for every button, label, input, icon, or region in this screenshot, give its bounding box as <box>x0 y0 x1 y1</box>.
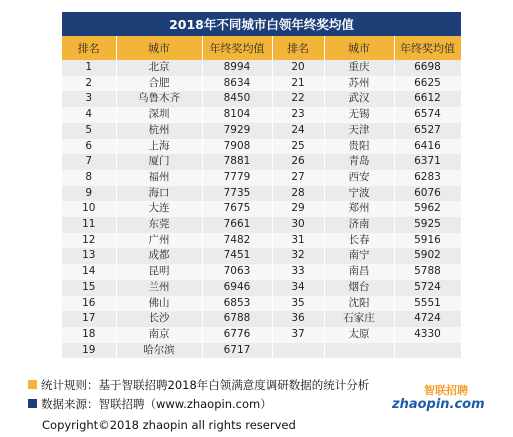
table-row <box>62 186 461 202</box>
table-cell: 13 <box>62 248 116 264</box>
table-cell: 厦门 <box>116 154 202 170</box>
table-row <box>62 233 461 249</box>
table-row <box>62 91 461 107</box>
gold-square-icon <box>28 380 37 389</box>
table-cell: 19 <box>62 343 116 359</box>
blue-square-icon <box>28 399 37 408</box>
table-cell: 8450 <box>202 91 272 107</box>
table-cell: 3 <box>62 91 116 107</box>
column-header: 排名 <box>272 36 324 60</box>
table-cell <box>272 343 324 359</box>
table-cell: 福州 <box>116 170 202 186</box>
table-cell: 佛山 <box>116 296 202 312</box>
table-cell: 乌鲁木齐 <box>116 91 202 107</box>
table-cell: 成都 <box>116 248 202 264</box>
column-header: 年终奖均值 <box>394 36 461 60</box>
table-cell: 25 <box>272 139 324 155</box>
column-header: 城市 <box>116 36 202 60</box>
ranking-table <box>62 36 462 358</box>
table-cell: 5788 <box>394 264 461 280</box>
table-cell: 26 <box>272 154 324 170</box>
table-cell <box>324 343 394 359</box>
stats-rule-text: 统计规则：基于智联招聘2018年白领满意度调研数据的统计分析 <box>41 377 370 392</box>
data-source-text: 数据来源：智联招聘（www.zhaopin.com） <box>41 396 272 411</box>
table-cell: 17 <box>62 311 116 327</box>
table-cell: 37 <box>272 327 324 343</box>
table-cell: 6076 <box>394 186 461 202</box>
table-cell: 6 <box>62 139 116 155</box>
table-cell: 7 <box>62 154 116 170</box>
table-cell: 6416 <box>394 139 461 155</box>
table-cell: 6371 <box>394 154 461 170</box>
table-cell: 8994 <box>202 60 272 76</box>
table-cell: 合肥 <box>116 76 202 92</box>
table-cell: 12 <box>62 233 116 249</box>
table-cell: 无锡 <box>324 107 394 123</box>
table-cell: 32 <box>272 248 324 264</box>
table-row <box>62 60 461 76</box>
logo-top-text: 智联招聘 <box>424 384 468 397</box>
table-cell: 29 <box>272 201 324 217</box>
table-cell: 4330 <box>394 327 461 343</box>
table-cell: 30 <box>272 217 324 233</box>
table-cell: 9 <box>62 186 116 202</box>
table-cell: 5 <box>62 123 116 139</box>
table-cell: 5916 <box>394 233 461 249</box>
copyright-text: Copyright©2018 zhaopin all rights reserved <box>42 418 296 432</box>
table-cell: 14 <box>62 264 116 280</box>
table-cell: 济南 <box>324 217 394 233</box>
table-cell: 24 <box>272 123 324 139</box>
table-cell: 6776 <box>202 327 272 343</box>
table-cell: 石家庄 <box>324 311 394 327</box>
table-cell: 7675 <box>202 201 272 217</box>
table-row <box>62 248 461 264</box>
table-cell: 太原 <box>324 327 394 343</box>
table-cell: 20 <box>272 60 324 76</box>
table-cell: 兰州 <box>116 280 202 296</box>
ranking-table-container <box>62 12 461 358</box>
table-cell: 7908 <box>202 139 272 155</box>
table-cell: 杭州 <box>116 123 202 139</box>
column-header: 排名 <box>62 36 116 60</box>
table-cell: 上海 <box>116 139 202 155</box>
column-header: 年终奖均值 <box>202 36 272 60</box>
table-row <box>62 311 461 327</box>
table-row <box>62 123 461 139</box>
table-row <box>62 217 461 233</box>
table-cell: 郑州 <box>324 201 394 217</box>
table-cell: 18 <box>62 327 116 343</box>
table-cell: 1 <box>62 60 116 76</box>
table-row <box>62 264 461 280</box>
table-cell: 6574 <box>394 107 461 123</box>
table-cell: 大连 <box>116 201 202 217</box>
table-cell: 宁波 <box>324 186 394 202</box>
table-cell: 36 <box>272 311 324 327</box>
stats-rule-note <box>28 375 369 394</box>
table-cell: 7779 <box>202 170 272 186</box>
table-cell: 7881 <box>202 154 272 170</box>
table-cell: 4724 <box>394 311 461 327</box>
table-cell: 北京 <box>116 60 202 76</box>
table-cell: 27 <box>272 170 324 186</box>
table-row <box>62 280 461 296</box>
table-cell: 6625 <box>394 76 461 92</box>
table-cell: 33 <box>272 264 324 280</box>
table-cell: 烟台 <box>324 280 394 296</box>
table-cell: 6853 <box>202 296 272 312</box>
data-source-note <box>28 394 369 413</box>
table-row <box>62 154 461 170</box>
table-cell: 沈阳 <box>324 296 394 312</box>
column-header: 城市 <box>324 36 394 60</box>
table-body <box>62 60 461 358</box>
table-cell: 31 <box>272 233 324 249</box>
table-cell: 5925 <box>394 217 461 233</box>
table-cell: 南昌 <box>324 264 394 280</box>
footnotes <box>28 375 369 413</box>
table-cell: 南京 <box>116 327 202 343</box>
table-cell: 7451 <box>202 248 272 264</box>
table-cell: 7735 <box>202 186 272 202</box>
table-row <box>62 327 461 343</box>
table-row <box>62 170 461 186</box>
table-cell: 苏州 <box>324 76 394 92</box>
table-cell: 长春 <box>324 233 394 249</box>
table-cell: 西安 <box>324 170 394 186</box>
table-cell: 广州 <box>116 233 202 249</box>
table-cell: 16 <box>62 296 116 312</box>
table-cell: 8634 <box>202 76 272 92</box>
table-cell: 21 <box>272 76 324 92</box>
table-cell: 23 <box>272 107 324 123</box>
table-cell: 4 <box>62 107 116 123</box>
table-cell: 6698 <box>394 60 461 76</box>
table-title: 2018年不同城市白领年终奖均值 <box>62 12 461 36</box>
table-cell: 海口 <box>116 186 202 202</box>
table-cell: 6527 <box>394 123 461 139</box>
table-cell <box>394 343 461 359</box>
zhaopin-logo-icon <box>390 382 498 412</box>
table-cell: 28 <box>272 186 324 202</box>
logo-bottom-text: zhaopin.com <box>392 397 485 412</box>
table-cell: 7063 <box>202 264 272 280</box>
table-row <box>62 107 461 123</box>
table-cell: 6788 <box>202 311 272 327</box>
table-cell: 青岛 <box>324 154 394 170</box>
table-cell: 8104 <box>202 107 272 123</box>
table-cell: 深圳 <box>116 107 202 123</box>
table-cell: 5724 <box>394 280 461 296</box>
table-cell: 南宁 <box>324 248 394 264</box>
table-cell: 武汉 <box>324 91 394 107</box>
table-cell: 东莞 <box>116 217 202 233</box>
table-cell: 5551 <box>394 296 461 312</box>
table-cell: 11 <box>62 217 116 233</box>
table-row <box>62 296 461 312</box>
table-cell: 昆明 <box>116 264 202 280</box>
table-cell: 6612 <box>394 91 461 107</box>
table-cell: 重庆 <box>324 60 394 76</box>
table-header-row <box>62 36 461 60</box>
table-cell: 15 <box>62 280 116 296</box>
table-cell: 2 <box>62 76 116 92</box>
table-cell: 5962 <box>394 201 461 217</box>
table-cell: 34 <box>272 280 324 296</box>
table-row <box>62 201 461 217</box>
table-row <box>62 343 461 359</box>
table-cell: 10 <box>62 201 116 217</box>
table-cell: 5902 <box>394 248 461 264</box>
table-cell: 6283 <box>394 170 461 186</box>
table-cell: 7661 <box>202 217 272 233</box>
table-cell: 6717 <box>202 343 272 359</box>
table-cell: 8 <box>62 170 116 186</box>
table-cell: 哈尔滨 <box>116 343 202 359</box>
table-cell: 35 <box>272 296 324 312</box>
table-cell: 7929 <box>202 123 272 139</box>
table-row <box>62 76 461 92</box>
table-cell: 6946 <box>202 280 272 296</box>
table-row <box>62 139 461 155</box>
table-cell: 22 <box>272 91 324 107</box>
table-cell: 7482 <box>202 233 272 249</box>
table-cell: 天津 <box>324 123 394 139</box>
table-cell: 长沙 <box>116 311 202 327</box>
table-cell: 贵阳 <box>324 139 394 155</box>
